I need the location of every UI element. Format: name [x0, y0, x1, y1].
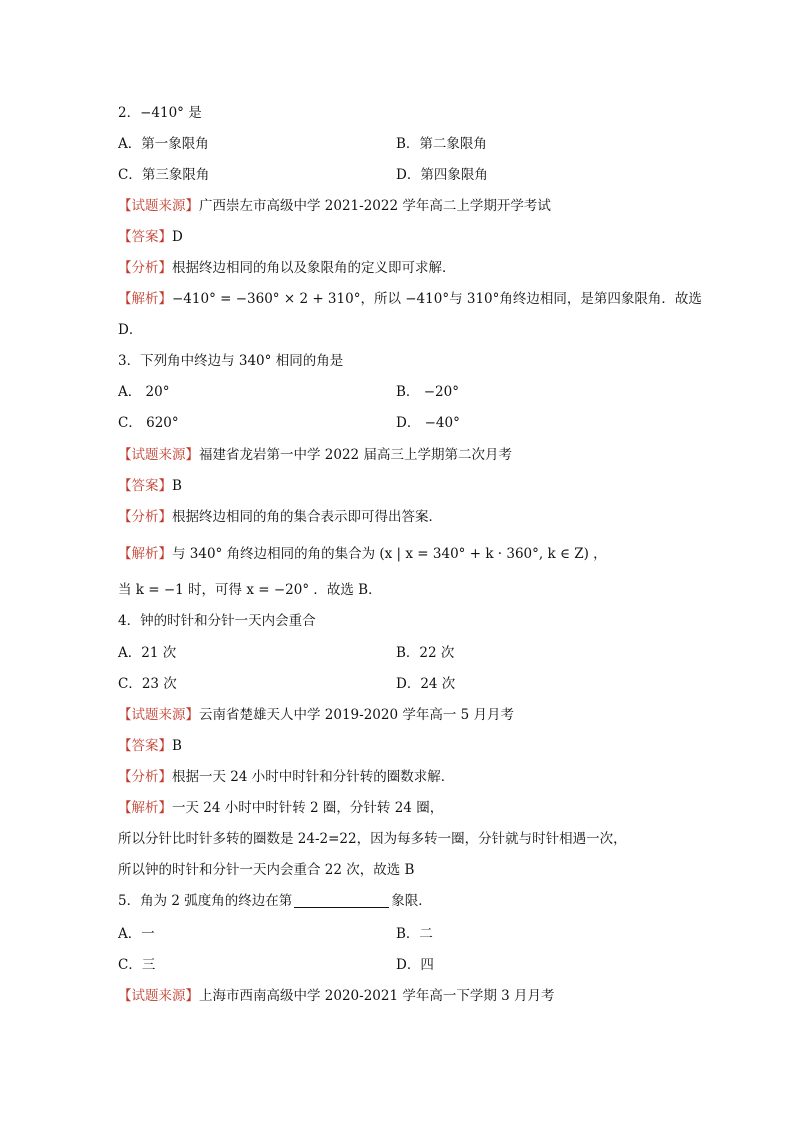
question-2-option-b: B．第二象限角 — [396, 136, 487, 152]
question-5-option-d: D．四 — [396, 957, 434, 973]
solution-text: 一天 24 小时中时针转 2 圈，分针转 24 圈， — [172, 800, 444, 816]
stem-before-blank: 5．角为 2 弧度角的终边在第 — [118, 893, 293, 909]
question-3-solution — [118, 545, 607, 563]
question-3-stem: 3．下列角中终边与 340° 相同的角是 — [118, 353, 344, 369]
question-2-answer — [118, 228, 183, 246]
source-label: 【试题来源】 — [118, 707, 199, 723]
answer-text: B — [172, 478, 182, 494]
source-label: 【试题来源】 — [118, 198, 199, 214]
question-3-option-b: B． −20° — [396, 384, 459, 400]
question-2-solution — [118, 290, 702, 308]
question-3-option-a: A． 20° — [118, 384, 170, 400]
question-3-option-c: C． 620° — [118, 415, 179, 431]
answer-blank — [294, 893, 389, 908]
question-4-solution-cont2: 所以钟的时针和分针一天内会重合 22 次，故选 B — [118, 862, 415, 878]
answer-text: D — [172, 229, 183, 245]
question-5-option-b: B．二 — [396, 926, 433, 942]
analysis-label: 【分析】 — [118, 769, 172, 785]
question-5-option-a: A．一 — [118, 926, 155, 942]
answer-text: B — [172, 738, 182, 754]
question-2-option-c: C．第三象限角 — [118, 167, 210, 183]
question-3-option-d: D． −40° — [396, 415, 460, 431]
analysis-text: 根据终边相同的角以及象限角的定义即可求解． — [172, 260, 456, 276]
analysis-text: 根据一天 24 小时中时针和分针转的圈数求解． — [172, 769, 455, 785]
question-4-stem: 4．钟的时针和分针一天内会重合 — [118, 613, 316, 629]
question-2-source — [118, 197, 551, 215]
analysis-label: 【分析】 — [118, 509, 172, 525]
question-4-option-b: B．22 次 — [396, 645, 455, 661]
question-5-source — [118, 987, 555, 1005]
analysis-label: 【分析】 — [118, 260, 172, 276]
question-5-option-c: C．三 — [118, 957, 156, 973]
question-2-option-a: A．第一象限角 — [118, 136, 209, 152]
question-4-option-c: C．23 次 — [118, 676, 177, 692]
question-2-option-d: D．第四象限角 — [396, 167, 488, 183]
question-3-solution-cont: 当 k = −1 时，可得 x = −20° ．故选 B． — [118, 582, 382, 598]
question-4-source — [118, 706, 514, 724]
solution-label: 【解析】 — [118, 546, 172, 562]
answer-label: 【答案】 — [118, 478, 172, 494]
solution-text: −410° = −360° × 2 + 310°，所以 −410°与 310°角终边相同，是第四象限角．故选 — [172, 291, 702, 307]
solution-label: 【解析】 — [118, 291, 172, 307]
question-4-answer — [118, 737, 182, 755]
answer-label: 【答案】 — [118, 229, 172, 245]
question-4-solution-cont: 所以分针比时针多转的圈数是 24-2=22，因为每多转一圈，分针就与时针相遇一次， — [118, 831, 627, 847]
source-text: 福建省龙岩第一中学 2022 届高三上学期第二次月考 — [199, 447, 512, 463]
question-2-analysis — [118, 259, 456, 277]
source-text: 云南省楚雄天人中学 2019-2020 学年高一 5 月月考 — [199, 707, 515, 723]
question-4-option-a: A．21 次 — [118, 645, 177, 661]
question-2-solution-cont: D． — [118, 322, 143, 338]
answer-label: 【答案】 — [118, 738, 172, 754]
question-3-analysis — [118, 508, 442, 526]
question-4-option-d: D．24 次 — [396, 676, 456, 692]
source-label: 【试题来源】 — [118, 988, 199, 1004]
source-text: 上海市西南高级中学 2020-2021 学年高一下学期 3 月月考 — [199, 988, 555, 1004]
source-text: 广西崇左市高级中学 2021-2022 学年高二上学期开学考试 — [199, 198, 551, 214]
source-label: 【试题来源】 — [118, 447, 199, 463]
question-5-stem — [118, 892, 432, 910]
question-4-solution — [118, 799, 443, 817]
analysis-text: 根据终边相同的角的集合表示即可得出答案． — [172, 509, 442, 525]
solution-label: 【解析】 — [118, 800, 172, 816]
stem-after-blank: 象限． — [391, 893, 432, 909]
solution-text: 与 340° 角终边相同的角的集合为 (x | x = 340° + k · 360°, k ∈ Z) ， — [172, 546, 607, 562]
question-3-answer — [118, 477, 182, 495]
question-4-analysis — [118, 768, 454, 786]
question-3-source — [118, 446, 512, 464]
question-2-stem: 2．−410° 是 — [118, 105, 202, 121]
